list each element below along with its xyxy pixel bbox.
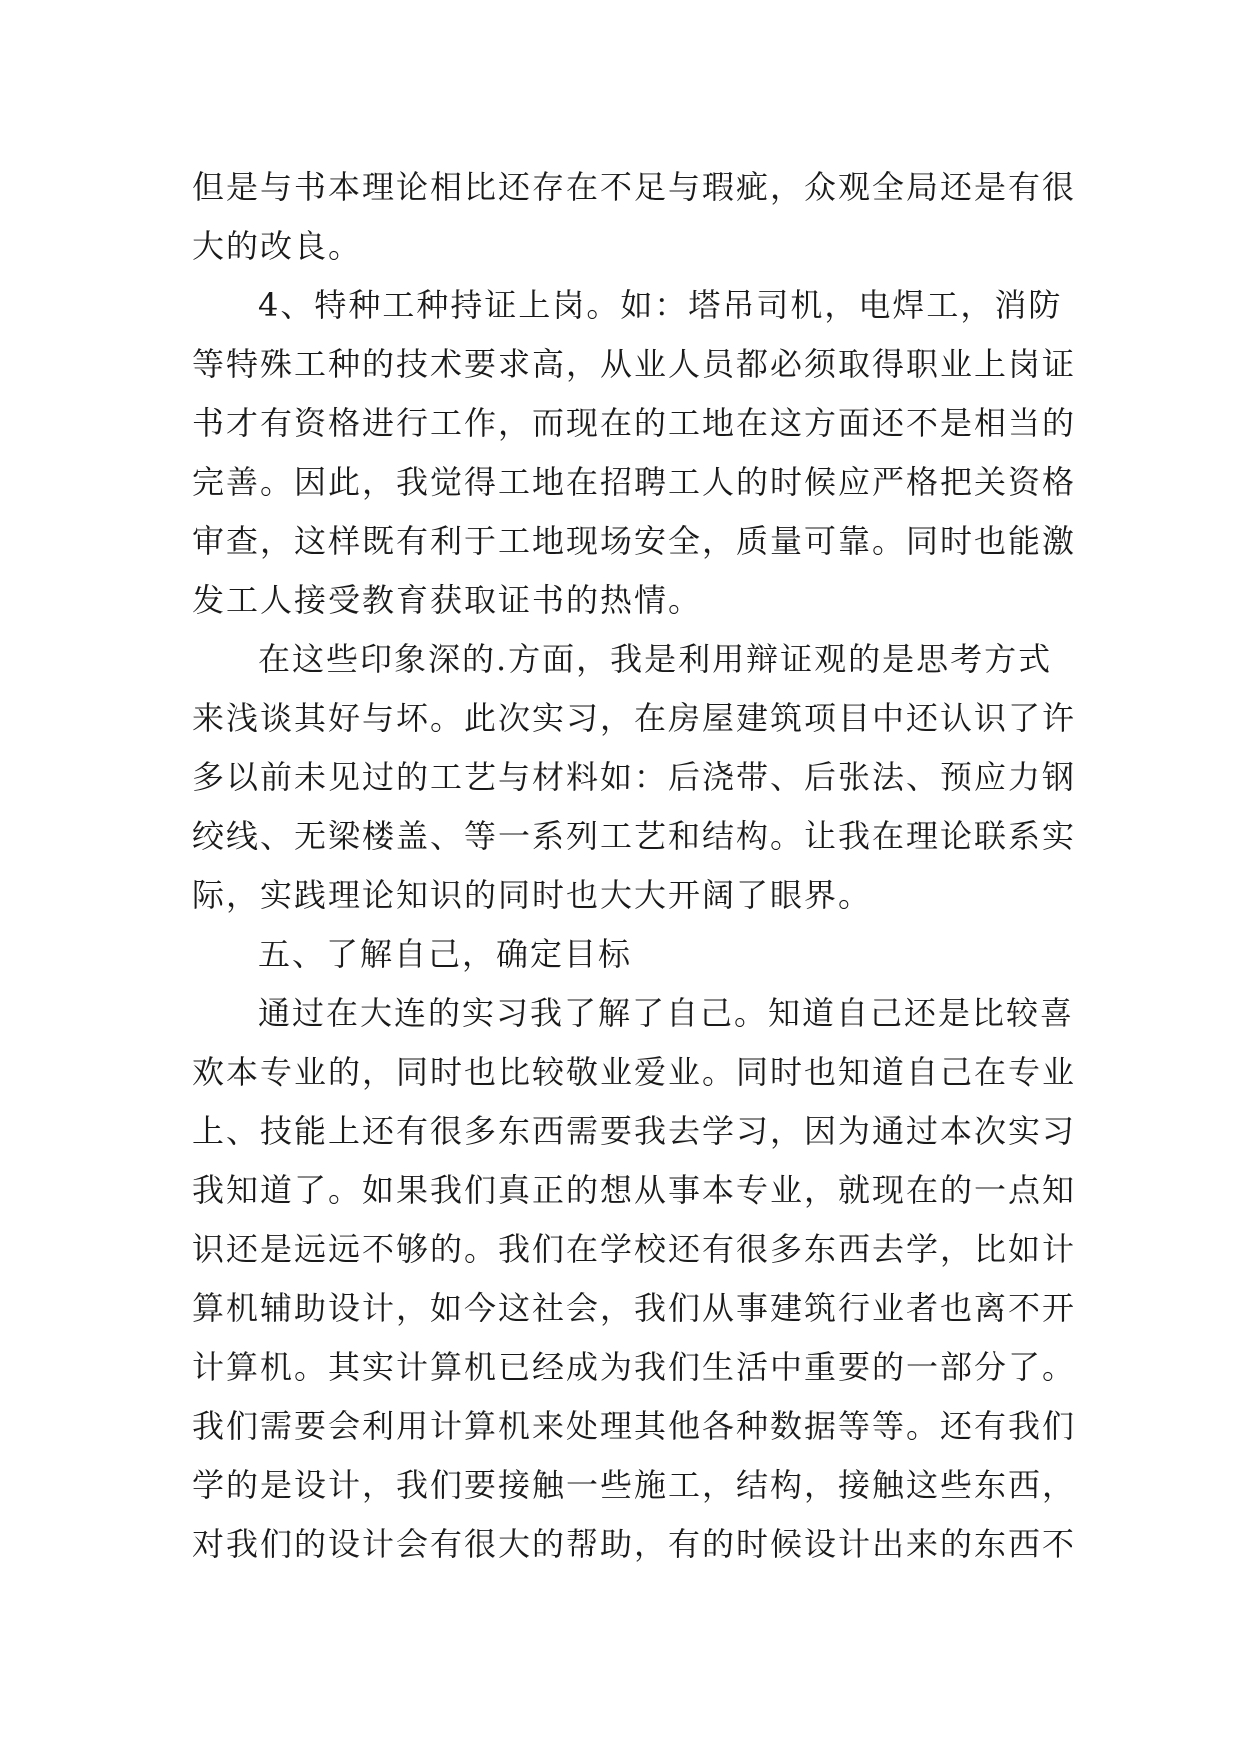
text-line: 我知道了。如果我们真正的想从事本专业，就现在的一点知 bbox=[192, 1171, 1077, 1209]
text-line: 通过在大连的实习我了解了自己。知道自己还是比较喜 bbox=[258, 994, 1075, 1032]
text-line: 计算机。其实计算机已经成为我们生活中重要的一部分了。 bbox=[192, 1348, 1077, 1386]
text-line: 4、特种工种持证上岗。如：塔吊司机，电焊工，消防 bbox=[258, 286, 1063, 324]
text-line: 等特殊工种的技术要求高，从业人员都必须取得职业上岗证 bbox=[192, 345, 1077, 383]
text-line: 审查，这样既有利于工地现场安全，质量可靠。同时也能激 bbox=[192, 522, 1077, 560]
text-line: 我们需要会利用计算机来处理其他各种数据等等。还有我们 bbox=[192, 1407, 1077, 1445]
text-line: 但是与书本理论相比还存在不足与瑕疵，众观全局还是有很 bbox=[192, 168, 1077, 206]
text-line: 大的改良。 bbox=[192, 227, 363, 265]
text-line: 算机辅助设计，如今这社会，我们从事建筑行业者也离不开 bbox=[192, 1289, 1077, 1327]
text-line: 欢本专业的，同时也比较敬业爱业。同时也知道自己在专业 bbox=[192, 1053, 1077, 1091]
text-line: 际，实践理论知识的同时也大大开阔了眼界。 bbox=[192, 876, 873, 914]
text-line: 上、技能上还有很多东西需要我去学习，因为通过本次实习 bbox=[192, 1112, 1077, 1150]
text-line: 多以前未见过的工艺与材料如：后浇带、后张法、预应力钢 bbox=[192, 758, 1077, 796]
text-line: 绞线、无梁楼盖、等一系列工艺和结构。让我在理论联系实 bbox=[192, 817, 1077, 855]
text-line: 来浅谈其好与坏。此次实习，在房屋建筑项目中还认识了许 bbox=[192, 699, 1077, 737]
text-line: 书才有资格进行工作，而现在的工地在这方面还不是相当的 bbox=[192, 404, 1077, 442]
text-line: 识还是远远不够的。我们在学校还有很多东西去学，比如计 bbox=[192, 1230, 1077, 1268]
text-line: 对我们的设计会有很大的帮助，有的时候设计出来的东西不 bbox=[192, 1525, 1077, 1563]
text-line: 发工人接受教育获取证书的热情。 bbox=[192, 581, 703, 619]
section-heading: 五、了解自己，确定目标 bbox=[258, 935, 633, 973]
text-line: 学的是设计，我们要接触一些施工，结构，接触这些东西， bbox=[192, 1466, 1077, 1504]
text-line: 完善。因此，我觉得工地在招聘工人的时候应严格把关资格 bbox=[192, 463, 1077, 501]
body-text bbox=[192, 158, 1077, 1574]
text-line: 在这些印象深的.方面，我是利用辩证观的是思考方式 bbox=[258, 640, 1053, 678]
